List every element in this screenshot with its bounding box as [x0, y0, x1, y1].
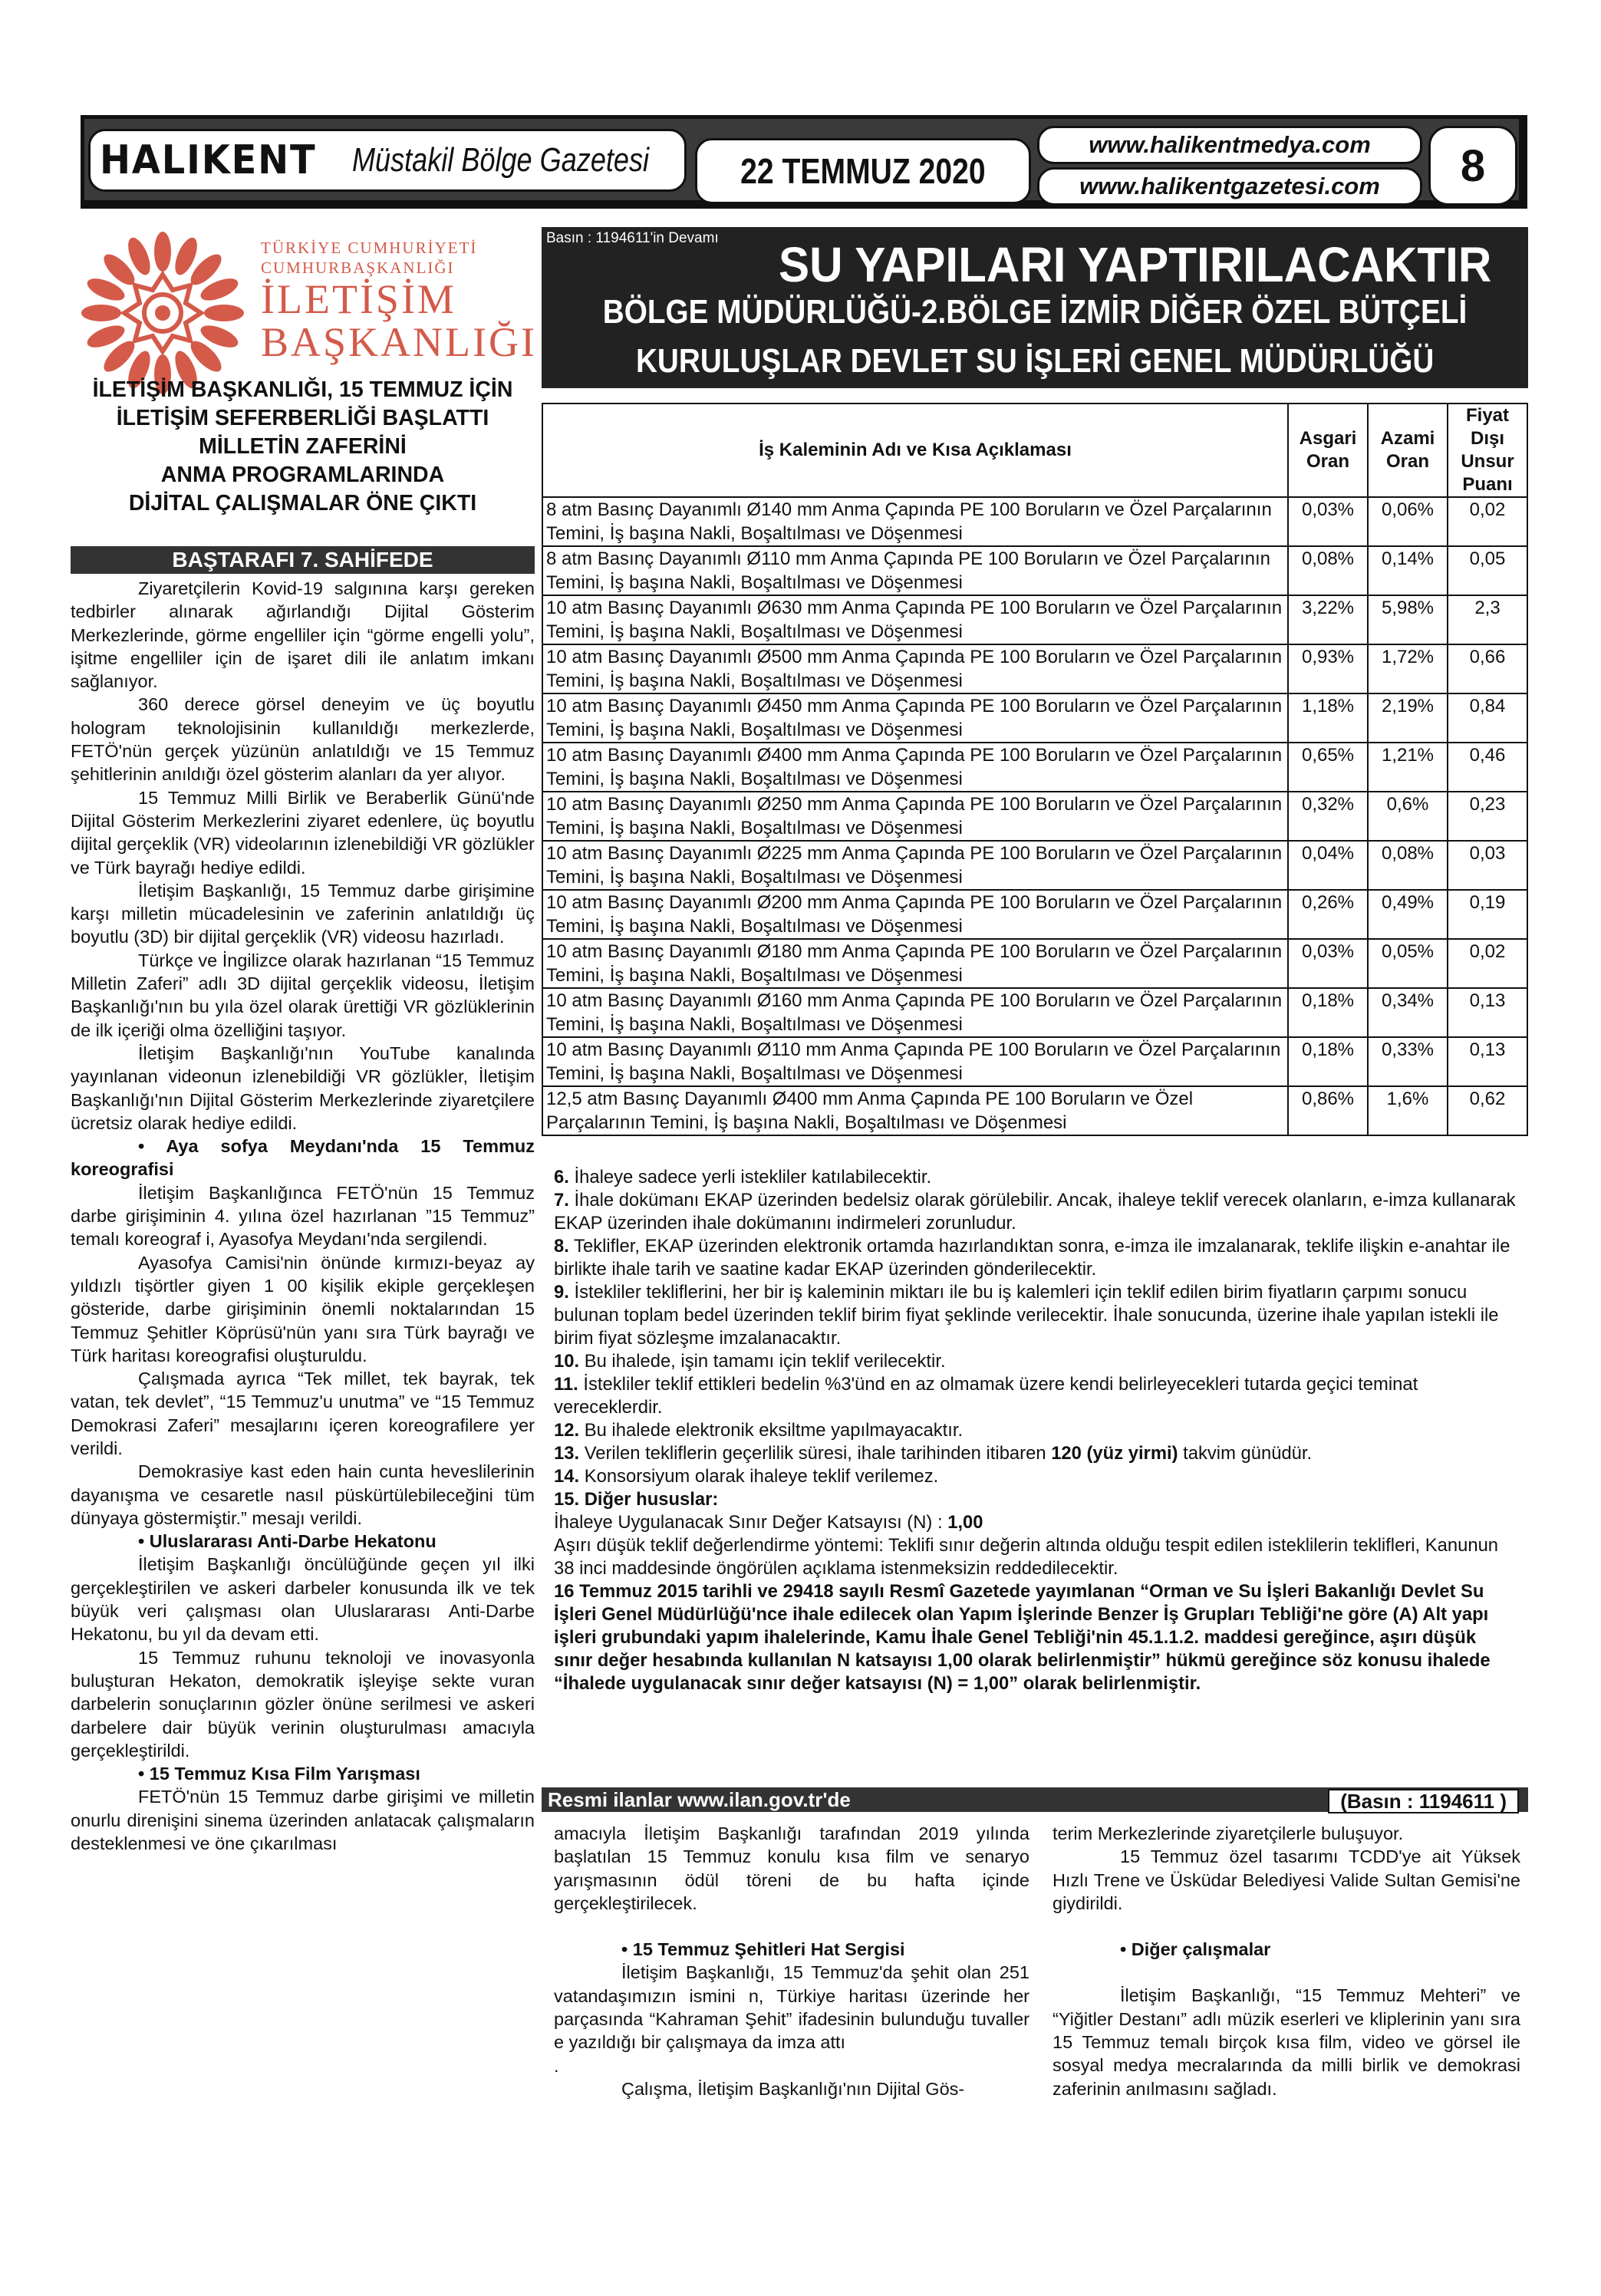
column-header-min-rate: Asgari Oran: [1288, 404, 1368, 497]
min-rate-cell: 0,04%: [1288, 841, 1368, 890]
paragraph: Demokrasiye kast eden hain cunta heveslilerinin dayanışma ve cesaretle nasıl püskürtülebileceğini tüm dünyaya göstermiştir.” mesajı verildi.: [71, 1461, 535, 1528]
item-description: 10 atm Basınç Dayanımlı Ø200 mm Anma Çapında PE 100 Boruların ve Özel Parçalarının Temini, İş başına Nakli, Boşaltılması ve Döşenmesi: [542, 890, 1288, 939]
item-description: 10 atm Basınç Dayanımlı Ø400 mm Anma Çapında PE 100 Boruların ve Özel Parçalarının Temini, İş başına Nakli, Boşaltılması ve Döşenmesi: [542, 743, 1288, 792]
min-rate-cell: 0,32%: [1288, 792, 1368, 841]
min-rate-cell: 3,22%: [1288, 595, 1368, 644]
notice-item: 12. Bu ihalede elektronik eksiltme yapılmayacaktır.: [554, 1420, 964, 1441]
logo-petal: [204, 305, 244, 321]
newspaper-name: HALIKENT: [100, 137, 317, 183]
subheading: • Aya sofya Meydanı'nda 15 Temmuz koreografisi: [71, 1136, 535, 1180]
score-cell: 0,02: [1448, 939, 1527, 988]
paragraph: İletişim Başkanlığı, “15 Temmuz Mehteri” ve “Yiğitler Destanı” adlı müzik eserleri ve kliplerinin yanı sıra 15 Temmuz temalı birçok kısa film, video ve görsel ile sosyal medya mecralarında da milli birlik ve demokrasi zaferinin anılmasını sağladı.: [1053, 1985, 1520, 2099]
table-header-row: [542, 404, 1527, 497]
min-rate-cell: 0,18%: [1288, 988, 1368, 1037]
press-code-continued: Basın : 1194611'in Devamı: [546, 230, 719, 246]
item-description: 10 atm Basınç Dayanımlı Ø180 mm Anma Çapında PE 100 Boruların ve Özel Parçalarının Temini, İş başına Nakli, Boşaltılması ve Döşenmesi: [542, 939, 1288, 988]
press-code: (Basın : 1194611 ): [1328, 1789, 1519, 1813]
logo-line-3: İLETİŞİM: [261, 276, 456, 322]
item-description: 10 atm Basınç Dayanımlı Ø110 mm Anma Çapında PE 100 Boruların ve Özel Parçalarının Temini, İş başına Nakli, Boşaltılması ve Döşenmesi: [542, 1037, 1288, 1086]
item-description: 10 atm Basınç Dayanımlı Ø250 mm Anma Çapında PE 100 Boruların ve Özel Parçalarının Temini, İş başına Nakli, Boşaltılması ve Döşenmesi: [542, 792, 1288, 841]
table-row: [542, 644, 1527, 693]
spacer: [1053, 1915, 1520, 1938]
score-cell: 0,84: [1448, 693, 1527, 743]
score-cell: 0,46: [1448, 743, 1527, 792]
notice-item: 10. Bu ihalede, işin tamamı için teklif verilecektir.: [554, 1351, 946, 1372]
max-rate-cell: 1,21%: [1368, 743, 1448, 792]
article-headline: İLETİŞİM BAŞKANLIĞI, 15 TEMMUZ İÇİN İLETİŞİM SEFERBERLİĞİ BAŞLATTI MİLLETİN ZAFERİNİ ANMA PROGRAMLARINDA DİJİTAL ÇALIŞMALAR ÖNE ÇIKTI: [92, 377, 513, 516]
logo-line-4: BAŞKANLIĞI: [261, 319, 537, 365]
website-link-2[interactable]: www.halikentgazetesi.com: [1037, 167, 1422, 206]
score-cell: 0,13: [1448, 1037, 1527, 1086]
min-rate-cell: 0,03%: [1288, 939, 1368, 988]
max-rate-cell: 1,72%: [1368, 644, 1448, 693]
paragraph: .: [554, 2055, 559, 2076]
paragraph: İletişim Başkanlığı öncülüğünde geçen yıl ilki gerçekleştirilen ve askeri darbeler konusunda ilk ve tek büyük veri çalışması olan Uluslararası Anti-Darbe Hekatonu, bu yıl da devam etti.: [71, 1554, 535, 1645]
article-body-left: [71, 577, 535, 1855]
notice-footer: [542, 1787, 1528, 1812]
notice-terms: [554, 1166, 1517, 1695]
item-description: 10 atm Basınç Dayanımlı Ø630 mm Anma Çapında PE 100 Boruların ve Özel Parçalarının Temini, İş başına Nakli, Boşaltılması ve Döşenmesi: [542, 595, 1288, 644]
item-description: 10 atm Basınç Dayanımlı Ø450 mm Anma Çapında PE 100 Boruların ve Özel Parçalarının Temini, İş başına Nakli, Boşaltılması ve Döşenmesi: [542, 693, 1288, 743]
table-row: [542, 841, 1527, 890]
notice-subtitle-2: KURULUŞLAR DEVLET SU İŞLERİ GENEL MÜDÜRLÜĞÜ: [635, 342, 1435, 380]
paragraph: Ayasofya Camisi'nin önünde kırmızı-beyaz ay yıldızlı tişörtler giyen 1 00 kişilik ekiple gerçekleşen gösteride, darbe girişiminin önemli noktalarından 15 Temmuz Şehitler Köprüsü'nün yanı sıra Türk bayrağı ve Türk haritası koreografisi oluşturuldu.: [71, 1252, 535, 1365]
logo-line-2: CUMHURBAŞKANLIĞI: [261, 259, 455, 277]
notice-item: 6. İhaleye sadece yerli istekliler katılabilecektir.: [554, 1167, 932, 1188]
notice-item: 13. Verilen tekliflerin geçerlilik süresi, ihale tarihinden itibaren 120 (yüz yirmi) takvim günüdür.: [554, 1443, 1313, 1464]
score-cell: 0,03: [1448, 841, 1527, 890]
spacer: [1053, 1961, 1520, 1984]
subheading: • Uluslararası Anti-Darbe Hekatonu: [138, 1531, 436, 1552]
notice-item: 15. Diğer hususlar:: [554, 1489, 719, 1510]
score-cell: 0,23: [1448, 792, 1527, 841]
article-body-mid-2: [1053, 1822, 1520, 2100]
min-rate-cell: 0,08%: [1288, 546, 1368, 595]
paragraph: Çalışmada ayrıca “Tek millet, tek bayrak, tek vatan, tek devlet”, “15 Temmuz'u unutma” ve “15 Temmuz Demokrasi Zaferi” mesajlarını içeren koreografilere yer verildi.: [71, 1369, 535, 1458]
iletisim-logo-icon: [71, 230, 255, 395]
notice-title: SU YAPILARI YAPTIRILACAKTIR: [779, 237, 1492, 292]
score-cell: 0,02: [1448, 497, 1527, 546]
max-rate-cell: 0,6%: [1368, 792, 1448, 841]
table-row: [542, 890, 1527, 939]
table-row: [542, 595, 1527, 644]
final-clause: 16 Temmuz 2015 tarihli ve 29418 sayılı Resmî Gazetede yayımlanan “Orman ve Su İşleri Bakanlığı Devlet Su İşleri Genel Müdürlüğü'nce ihale edilecek olan Yapım İşlerinde Benzer İş Grupları Tebliği'ne göre (A) Alt yapı işleri grubundaki yapım ihalelerinde, Kamu İhale Genel Tebliği'nin 45.1.1.2. maddesi gereğince, aşırı düşük sınır değer hesabında kullanılan N katsayısı 1,00 olarak belirlenmiştir” hükmü gereğince söz konusu ihalede “İhalede uygulanacak sınır değer katsayısı (N) = 1,00” olarak belirlenmiştir.: [554, 1581, 1491, 1694]
article-body-mid-1: [554, 1822, 1029, 2100]
score-cell: 2,3: [1448, 595, 1527, 644]
issue-date: 22 TEMMUZ 2020: [695, 138, 1031, 204]
paragraph: 15 Temmuz özel tasarımı TCDD'ye ait Yüksek Hızlı Trene ve Üsküdar Belediyesi Valide Sultan Gemisi'ne giydirildi.: [1053, 1846, 1520, 1913]
spacer: [554, 1915, 1029, 1938]
page-number: 8: [1428, 126, 1517, 206]
max-rate-cell: 0,34%: [1368, 988, 1448, 1037]
item-description: 10 atm Basınç Dayanımlı Ø500 mm Anma Çapında PE 100 Boruların ve Özel Parçalarının Temini, İş başına Nakli, Boşaltılması ve Döşenmesi: [542, 644, 1288, 693]
max-rate-cell: 0,05%: [1368, 939, 1448, 988]
max-rate-cell: 5,98%: [1368, 595, 1448, 644]
masthead-brand-box: [88, 129, 687, 192]
website-link-1[interactable]: www.halikentmedya.com: [1037, 126, 1422, 164]
min-rate-cell: 1,18%: [1288, 693, 1368, 743]
asiri-dusuk-paragraph: Aşırı düşük teklif değerlendirme yöntemi: Teklifi sınır değerin altında olduğu tespit edilen isteklilerin teklifleri, Kanunun 38 inci maddesinde öngörülen açıklama istenmeksizin reddedilecektir.: [554, 1535, 1499, 1579]
notice-item: 9. İstekliler tekliflerini, her bir iş kaleminin miktarı ile bu iş kalemleri için teklif edilen birim fiyatların çarpımı sonucu bulunan toplam bedel üzerinden teklif birim fiyat şeklinde verilecektir. İhale sonucunda, üzerine ihale yapılan istekli ile birim fiyat sözleşme imzalanacaktır.: [554, 1282, 1499, 1349]
table-row: [542, 792, 1527, 841]
logo-petal: [154, 232, 171, 272]
min-rate-cell: 0,86%: [1288, 1086, 1368, 1135]
paragraph: İletişim Başkanlığı, 15 Temmuz'da şehit olan 251 vatandaşımızın ismini n, Türkiye haritası üzerinde her parçasında “Kahraman Şehit” ifadesinin bulunduğu tuvaller e yazıldığı bir çalışmaya da imza attı: [554, 1962, 1029, 2053]
table-row: [542, 743, 1527, 792]
subheading: • Diğer çalışmalar: [1120, 1939, 1271, 1960]
min-rate-cell: 0,93%: [1288, 644, 1368, 693]
paragraph: Ziyaretçilerin Kovid-19 salgınına karşı gereken tedbirler alınarak ağırlandığı Dijital Gösterim Merkezlerinde, görme engelliler için “görme engelli yolu”, işitme engelliler için de işaret dili ile anlatım imkanı sağlanıyor.: [71, 578, 535, 692]
score-cell: 0,62: [1448, 1086, 1527, 1135]
column-header-description: İş Kaleminin Adı ve Kısa Açıklaması: [542, 404, 1288, 497]
logo-petal: [81, 305, 121, 321]
subheading: • 15 Temmuz Kısa Film Yarışması: [138, 1764, 420, 1784]
item-description: 12,5 atm Basınç Dayanımlı Ø400 mm Anma Çapında PE 100 Boruların ve Özel Parçalarının Temini, İş başına Nakli, Boşaltılması ve Döşenmesi: [542, 1086, 1288, 1135]
logo-line-1: TÜRKİYE CUMHURİYETİ: [261, 239, 478, 257]
min-rate-cell: 0,26%: [1288, 890, 1368, 939]
subheading: • 15 Temmuz Şehitleri Hat Sergisi: [621, 1939, 905, 1960]
paragraph: İletişim Başkanlığınca FETÖ'nün 15 Temmuz darbe girişiminin 4. yılına özel hazırlanan ”15 Temmuz” temalı koreograf i, Ayasofya Meydanı'nda sergilendi.: [71, 1182, 535, 1250]
notice-item: 8. Teklifler, EKAP üzerinden elektronik ortamda hazırlandıktan sonra, e-imza ile imzalanarak, teklife ilişkin e-anahtar ile birlikte ihale tarih ve saatine kadar EKAP üzerinden gönderilecektir.: [554, 1236, 1510, 1280]
max-rate-cell: 0,08%: [1368, 841, 1448, 890]
item-description: 8 atm Basınç Dayanımlı Ø140 mm Anma Çapında PE 100 Boruların ve Özel Parçalarının Temini, İş başına Nakli, Boşaltılması ve Döşenmesi: [542, 497, 1288, 546]
table-row: [542, 1037, 1527, 1086]
paragraph: amacıyla İletişim Başkanlığı tarafından 2019 yılında başlatılan 15 Temmuz konulu kısa film ve senaryo yarışmasının ödül töreni de bu hafta içinde gerçekleştirilecek.: [554, 1823, 1029, 1913]
item-description: 10 atm Basınç Dayanımlı Ø160 mm Anma Çapında PE 100 Boruların ve Özel Parçalarının Temini, İş başına Nakli, Boşaltılması ve Döşenmesi: [542, 988, 1288, 1037]
min-rate-cell: 0,65%: [1288, 743, 1368, 792]
paragraph: Türkçe ve İngilizce olarak hazırlanan “15 Temmuz Milletin Zaferi” adlı 3D dijital gerçeklik videosu, İletişim Başkanlığı'nın bu yıla özel olarak ürettiği VR gözlüklerinin de ilk içeriği olma özelliğini taşıyor.: [71, 950, 535, 1040]
max-rate-cell: 2,19%: [1368, 693, 1448, 743]
paragraph: Çalışma, İletişim Başkanlığı'nın Dijital Gös-: [621, 2078, 965, 2099]
score-cell: 0,05: [1448, 546, 1527, 595]
paragraph: terim Merkezlerinde ziyaretçilerle buluşuyor.: [1053, 1823, 1404, 1843]
paragraph: FETÖ'nün 15 Temmuz darbe girişimi ve milletin onurlu direnişini sinema üzerinden anlatacak çalışmaların desteklenmesi ve öne çıkarılması: [71, 1787, 535, 1854]
table-row: [542, 1086, 1527, 1135]
item-description: 8 atm Basınç Dayanımlı Ø110 mm Anma Çapında PE 100 Boruların ve Özel Parçalarının Temini, İş başına Nakli, Boşaltılması ve Döşenmesi: [542, 546, 1288, 595]
column-header-max-rate: Azami Oran: [1368, 404, 1448, 497]
max-rate-cell: 0,49%: [1368, 890, 1448, 939]
notice-subtitle-1: BÖLGE MÜDÜRLÜĞÜ-2.BÖLGE İZMİR DİĞER ÖZEL BÜTÇELİ: [602, 293, 1468, 331]
work-items-table: [542, 403, 1528, 1136]
paragraph: İletişim Başkanlığı, 15 Temmuz darbe girişimine karşı milletin mücadelesinin ve zaferinin anlatıldığı üç boyutlu (3D) bir dijital gerçeklik (VR) videosu hazırladı.: [71, 880, 535, 947]
continued-from-banner: BAŞTARAFI 7. SAHİFEDE: [71, 546, 535, 574]
max-rate-cell: 1,6%: [1368, 1086, 1448, 1135]
table-row: [542, 988, 1527, 1037]
paragraph: İletişim Başkanlığı'nın YouTube kanalında yayınlanan videonun izlenebildiği VR gözlükler, İletişim Başkanlığı'nın Dijital Gösterim Merkezlerinde ziyaretçilere ücretsiz olarak hediye edildi.: [71, 1043, 535, 1133]
min-rate-cell: 0,03%: [1288, 497, 1368, 546]
logo-wordmark: [261, 238, 537, 364]
score-cell: 0,19: [1448, 890, 1527, 939]
paragraph: 15 Temmuz Milli Birlik ve Beraberlik Günü'nde Dijital Gösterim Merkezlerini ziyaret edenlere, üç boyutlu dijital gerçeklik (VR) videolarının izlenebildiği VR gözlükler ve Türk bayrağı hediye edildi.: [71, 787, 535, 878]
notice-item: 11. İstekliler teklif ettikleri bedelin %3'ünd en az olmamak üzere kendi belirleyecekleri tutarda geçici teminat vereceklerdir.: [554, 1374, 1418, 1418]
score-cell: 0,66: [1448, 644, 1527, 693]
max-rate-cell: 0,14%: [1368, 546, 1448, 595]
paragraph: 15 Temmuz ruhunu teknoloji ve inovasyonla buluşturan Hekaton, demokratik işleyişe sekte vuran darbelerin sonuçlarının gözler önüne serilmesi ve askeri darbelere dair büyük verinin oluşturulması amacıyla gerçekleştirildi.: [71, 1647, 535, 1761]
max-rate-cell: 0,06%: [1368, 497, 1448, 546]
table-row: [542, 693, 1527, 743]
paragraph: 360 derece görsel deneyim ve üç boyutlu hologram teknolojisinin kullanıldığı merkezlerde, FETÖ'nün gerçek yüzünün anlatıldığı ve 15 Temmuz şehitlerinin anıldığı özel gösterim alanları da yer alıyor.: [71, 694, 535, 785]
table-row: [542, 939, 1527, 988]
min-rate-cell: 0,18%: [1288, 1037, 1368, 1086]
score-cell: 0,13: [1448, 988, 1527, 1037]
table-row: [542, 497, 1527, 546]
table-row: [542, 546, 1527, 595]
notice-item: 14. Konsorsiyum olarak ihaleye teklif verilemez.: [554, 1466, 939, 1487]
item-description: 10 atm Basınç Dayanımlı Ø225 mm Anma Çapında PE 100 Boruların ve Özel Parçalarının Temini, İş başına Nakli, Boşaltılması ve Döşenmesi: [542, 841, 1288, 890]
official-ads-link[interactable]: Resmi ilanlar www.ilan.gov.tr'de: [548, 1788, 851, 1811]
notice-item: 7. İhale dokümanı EKAP üzerinden bedelsiz olarak görülebilir. Ancak, ihaleye teklif verecek olanların, e-imza kullanarak EKAP üzerinden ihale dokümanını indirmeleri zorunludur.: [554, 1190, 1516, 1234]
column-header-score: Fiyat Dışı Unsur Puanı: [1448, 404, 1527, 497]
katsayi-line: İhaleye Uygulanacak Sınır Değer Katsayısı (N) : 1,00: [554, 1512, 983, 1533]
newspaper-subtitle: Müstakil Bölge Gazetesi: [352, 141, 650, 179]
max-rate-cell: 0,33%: [1368, 1037, 1448, 1086]
